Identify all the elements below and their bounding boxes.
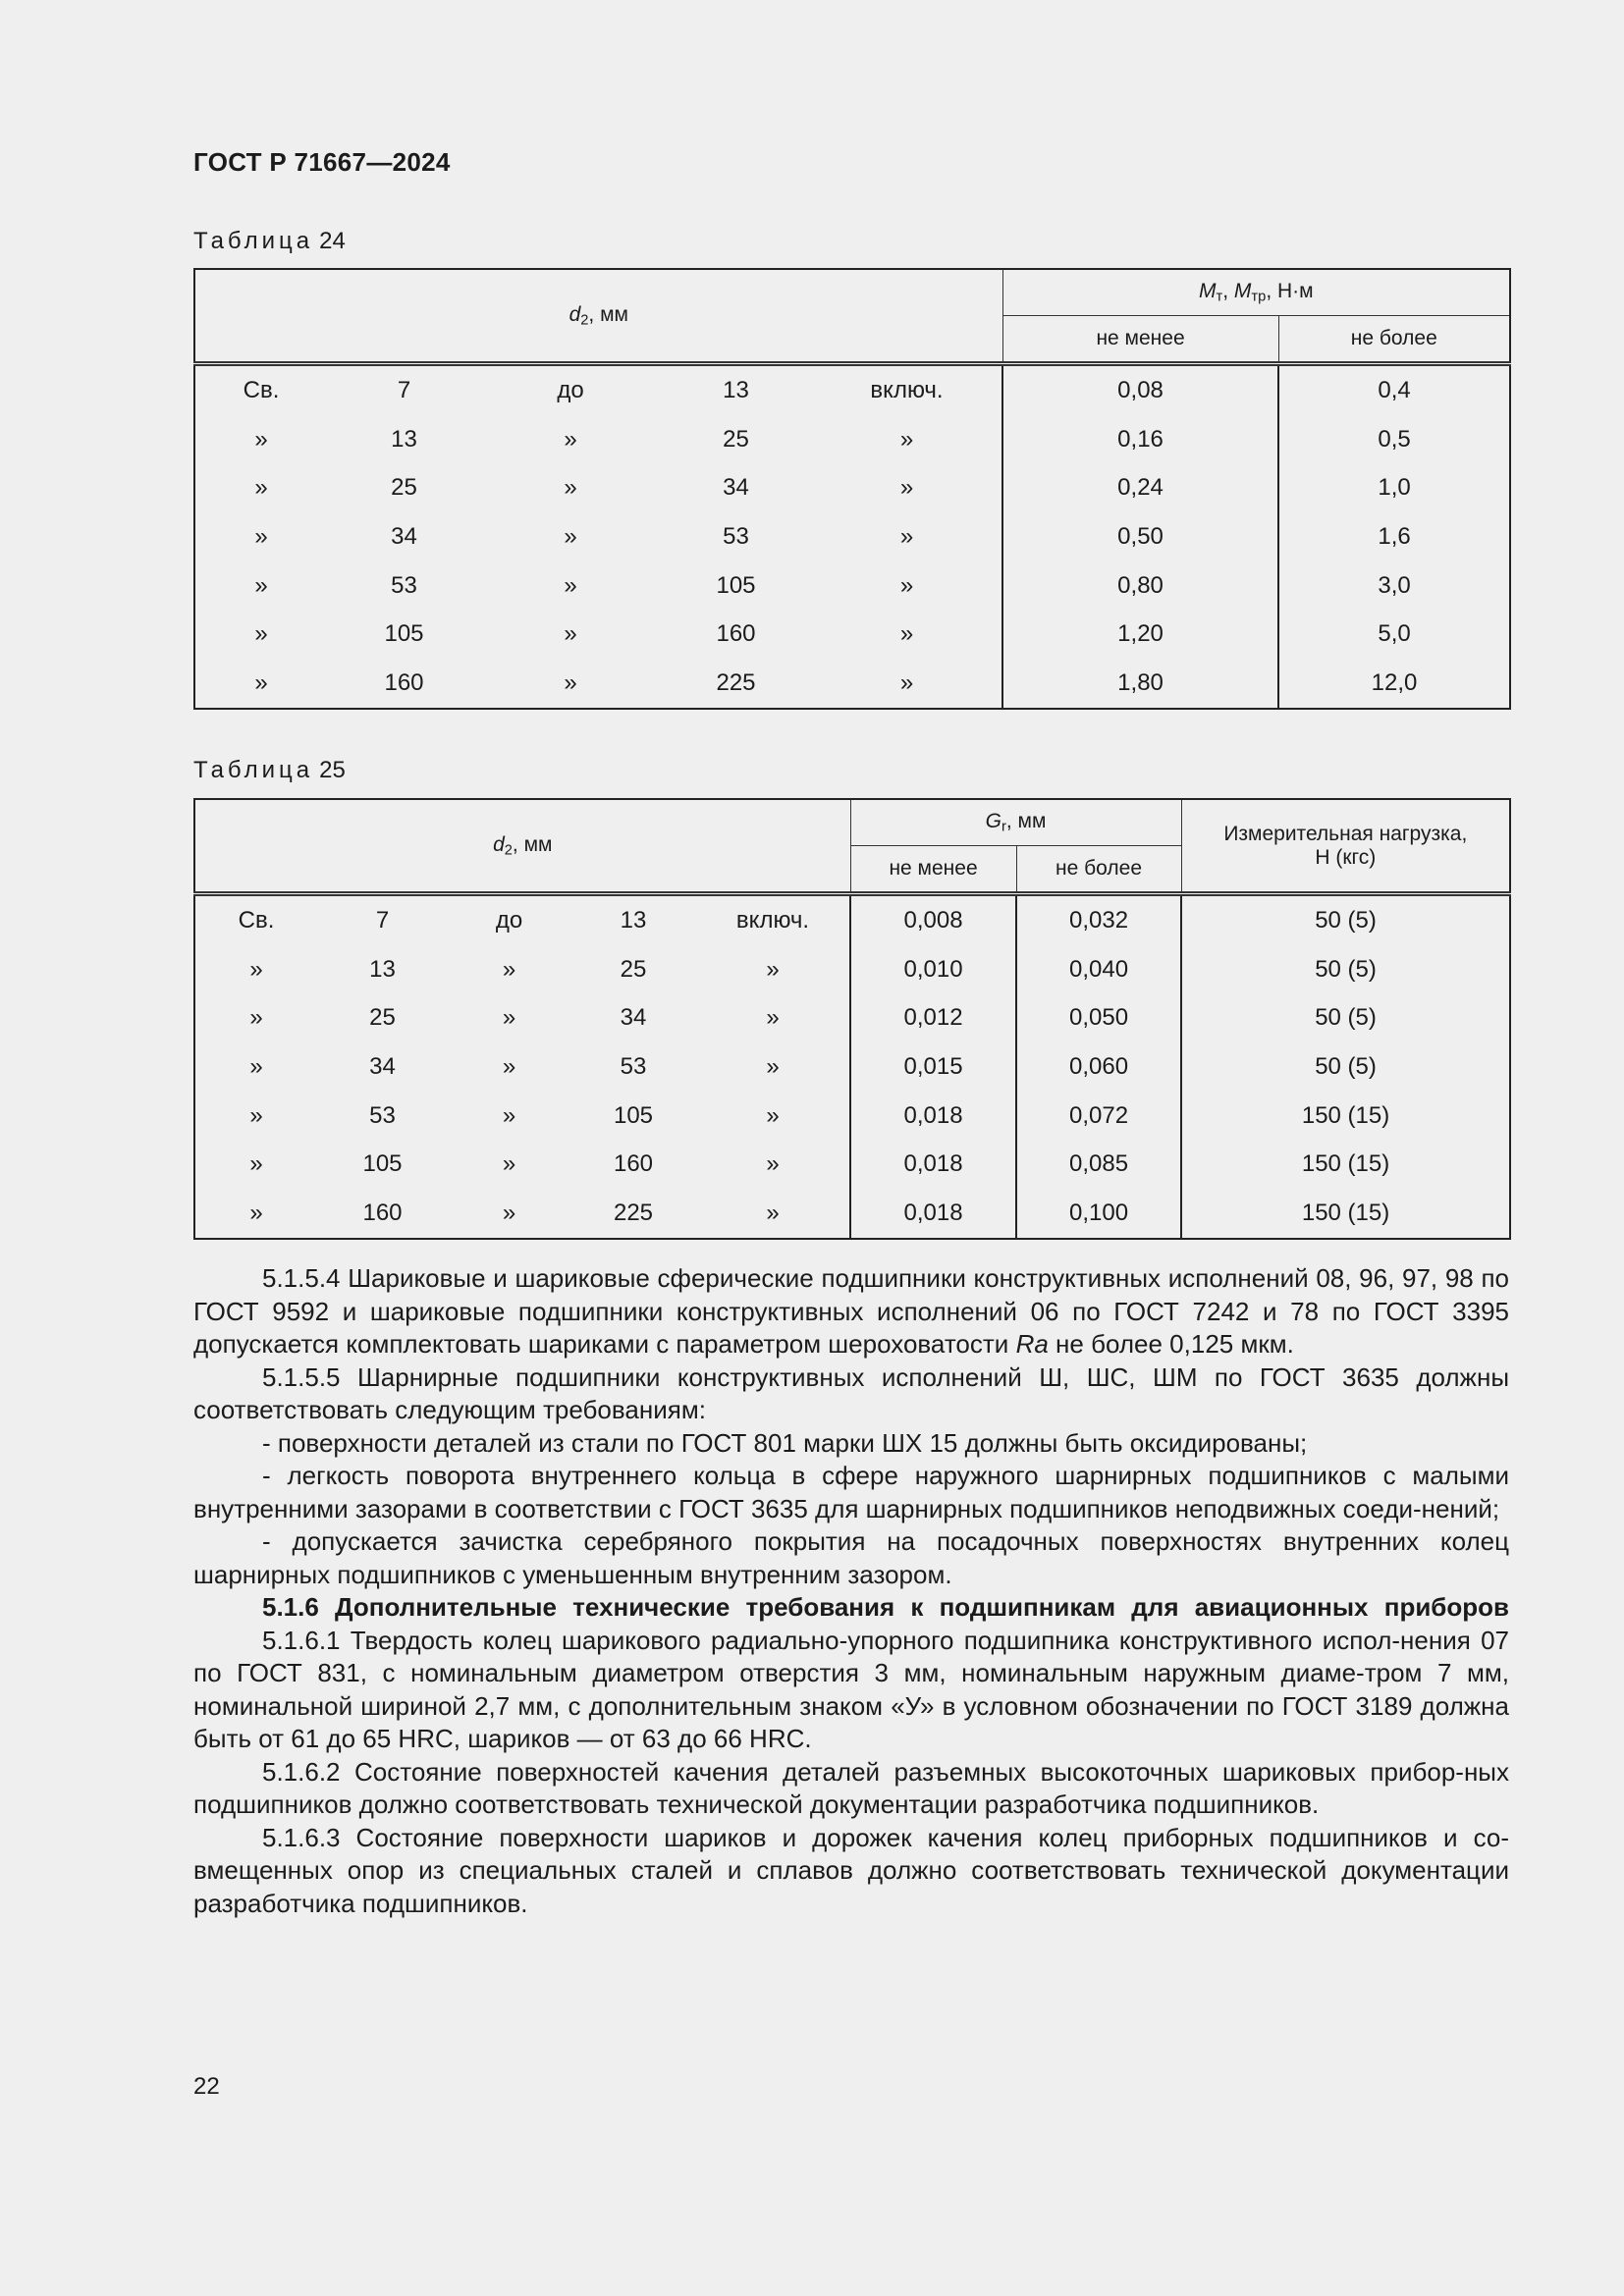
min-header: не менее — [1002, 316, 1278, 364]
standard-code: ГОСТ Р 71667—2024 — [193, 147, 451, 177]
header-text-part: , — [1222, 280, 1234, 303]
table-row — [194, 463, 1510, 512]
table-cell: 25 — [620, 955, 647, 983]
torque-header — [1002, 269, 1510, 316]
table-cell: 50 (5) — [1181, 993, 1510, 1042]
table-cell: » — [899, 571, 914, 599]
header-text-part: 2 — [504, 842, 513, 859]
header-text-part: M — [1199, 280, 1217, 303]
paragraph-5-1-5-4 — [193, 1262, 1509, 1362]
header-text-part: r — [1001, 819, 1006, 835]
table-cell: » — [502, 1150, 516, 1178]
table-24 — [193, 268, 1511, 710]
table-cell: 160 — [716, 620, 756, 648]
table-cell: 5,0 — [1278, 610, 1510, 659]
table-cell: 53 — [369, 1101, 396, 1129]
table-cell: 34 — [723, 474, 749, 502]
header-text-part: Н (кгс) — [1315, 845, 1377, 869]
body-text — [193, 1262, 1509, 1920]
table-cell: » — [766, 1199, 780, 1226]
table-cell: 105 — [362, 1150, 403, 1178]
table-cell: 25 — [391, 474, 417, 502]
table-cell: » — [564, 522, 577, 550]
table-cell: 225 — [716, 668, 756, 696]
table-row — [194, 364, 1510, 415]
table-cell: » — [502, 1199, 516, 1226]
table-cell: 0,040 — [1016, 945, 1181, 994]
paragraph-5-1-6-2: 5.1.6.2 Состояние поверхностей качения деталей разъемных высокоточных шариковых прибор-ных подшипников должно соответствовать технической документации разработчика подшипников. — [193, 1756, 1509, 1819]
d2-header — [194, 269, 1002, 364]
table-cell: 0,018 — [850, 1092, 1016, 1141]
table-cell: 13 — [391, 425, 417, 453]
table-cell: 150 (15) — [1181, 1140, 1510, 1189]
table-cell: » — [254, 474, 268, 502]
list-item: - допускается зачистка серебряного покрытия на посадочных поверхностях внутренних колец шарнирных подшипников с уменьшенным внутренним зазором. — [193, 1526, 1509, 1589]
table-cell: 0,018 — [850, 1140, 1016, 1189]
table-25-caption — [193, 757, 346, 784]
table-cell: » — [249, 1150, 263, 1178]
table-cell: » — [502, 1004, 516, 1032]
table-cell: 0,018 — [850, 1189, 1016, 1239]
table-cell: » — [249, 1101, 263, 1129]
table-cell: Св. — [194, 894, 317, 945]
table-cell: » — [249, 1199, 263, 1226]
table-cell: » — [899, 425, 914, 453]
max-header: не более — [1278, 316, 1510, 364]
table-24-caption — [193, 228, 346, 255]
table-cell: 0,4 — [1278, 364, 1510, 415]
table-cell: 53 — [391, 571, 417, 599]
table-cell: 7 — [317, 894, 448, 945]
table-row — [194, 415, 1510, 464]
table-cell: 0,015 — [850, 1042, 1016, 1092]
table-cell: 7 — [327, 364, 481, 415]
table-cell: » — [254, 522, 268, 550]
table-cell: 13 — [660, 364, 812, 415]
table-cell: 0,060 — [1016, 1042, 1181, 1092]
table-cell: 0,010 — [850, 945, 1016, 994]
section-heading-5-1-6: 5.1.6 Дополнительные технические требования к подшипникам для авиационных приборов — [262, 1592, 1509, 1622]
d2-header — [194, 799, 850, 894]
table-cell: 34 — [620, 1004, 647, 1032]
table-cell: 50 (5) — [1181, 1042, 1510, 1092]
table-caption-word: Таблица — [193, 228, 314, 254]
table-cell: » — [564, 668, 577, 696]
table-cell: 0,032 — [1016, 894, 1181, 945]
list-item: - легкость поворота внутреннего кольца в сфере наружного шарнирных подшипников с малыми внутренними зазорами в соответствии с ГОСТ 3635 для шарнирных подшипников неподвижных соеди-нений; — [193, 1461, 1509, 1523]
text-run: не более 0,125 мкм. — [1048, 1329, 1294, 1359]
table-cell: » — [254, 620, 268, 648]
table-cell: 1,0 — [1278, 463, 1510, 512]
table-cell: 0,072 — [1016, 1092, 1181, 1141]
table-row — [194, 610, 1510, 659]
header-text-part: , мм — [588, 302, 628, 326]
table-cell: 105 — [384, 620, 424, 648]
table-cell: » — [564, 571, 577, 599]
header-text-part: , мм — [1005, 810, 1047, 833]
table-row — [194, 1092, 1510, 1141]
table-cell: 160 — [613, 1150, 654, 1178]
table-cell: 105 — [716, 571, 756, 599]
table-cell: 0,050 — [1016, 993, 1181, 1042]
table-cell: 150 (15) — [1181, 1189, 1510, 1239]
table-cell: » — [766, 1150, 780, 1178]
table-cell: 150 (15) — [1181, 1092, 1510, 1141]
table-cell: » — [249, 1004, 263, 1032]
header-text-part: G — [985, 810, 1001, 833]
table-cell: 25 — [369, 1004, 396, 1032]
table-cell: » — [254, 571, 268, 599]
table-cell: 105 — [613, 1101, 654, 1129]
table-cell: » — [249, 955, 263, 983]
paragraph-5-1-6-3: 5.1.6.3 Состояние поверхности шариков и дорожек качения колец приборных подшипников и со-вмещенных опор из специальных сталей и сплавов должно соответствовать технической документации разработчика подшипников. — [193, 1822, 1509, 1918]
table-cell: » — [899, 620, 914, 648]
table-cell: 53 — [723, 522, 749, 550]
table-cell: 0,5 — [1278, 415, 1510, 464]
table-cell: » — [899, 668, 914, 696]
table-cell: » — [899, 474, 914, 502]
paragraph-5-1-6-1: 5.1.6.1 Твердость колец шарикового радиально-упорного подшипника конструктивного испол-нения 07 по ГОСТ 831, с номинальным диаметром отверстия 3 мм, номинальным наружным диаме-тром 7 мм, номинальной шириной 2,7 мм, с дополнительным знаком «У» в условном обозначении по ГОСТ 3189 должна быть от 61 до 65 HRC, шариков — от 63 до 66 HRC. — [193, 1625, 1509, 1753]
table-cell: » — [899, 522, 914, 550]
table-cell: 0,012 — [850, 993, 1016, 1042]
table-cell: Св. — [194, 364, 327, 415]
table-cell: 0,08 — [1002, 364, 1278, 415]
table-row — [194, 512, 1510, 561]
table-cell: » — [254, 425, 268, 453]
table-cell: 160 — [384, 668, 424, 696]
load-header — [1181, 799, 1510, 894]
table-cell: » — [766, 1101, 780, 1129]
table-cell: включ. — [812, 364, 1002, 415]
table-cell: 1,6 — [1278, 512, 1510, 561]
table-cell: » — [249, 1052, 263, 1080]
header-text-part: M — [1233, 280, 1252, 303]
table-cell: 0,80 — [1002, 561, 1278, 611]
table-row — [194, 561, 1510, 611]
table-cell: 0,008 — [850, 894, 1016, 945]
table-cell: до — [481, 364, 660, 415]
table-cell: » — [564, 474, 577, 502]
table-cell: 1,20 — [1002, 610, 1278, 659]
header-text-part: 2 — [580, 312, 589, 329]
table-row — [194, 894, 1510, 945]
table-cell: 0,16 — [1002, 415, 1278, 464]
table-cell: до — [448, 894, 570, 945]
table-cell: включ. — [696, 894, 850, 945]
table-cell: 160 — [362, 1199, 403, 1226]
header-text-part: d — [493, 832, 505, 856]
header-text-part: Измерительная нагрузка, — [1223, 822, 1468, 845]
table-caption-number: 24 — [319, 228, 346, 254]
table-cell: 34 — [369, 1052, 396, 1080]
paragraph-5-1-5-5: 5.1.5.5 Шарнирные подшипники конструктивных исполнений Ш, ШС, ШМ по ГОСТ 3635 должны соответствовать следующим требованиям: — [193, 1362, 1509, 1424]
page-number: 22 — [193, 2073, 220, 2100]
table-cell: 50 (5) — [1181, 945, 1510, 994]
table-cell: 1,80 — [1002, 659, 1278, 709]
table-caption-word: Таблица — [193, 757, 314, 783]
header-text-part: , Н·м — [1266, 280, 1314, 303]
table-cell: 53 — [620, 1052, 647, 1080]
table-cell: 0,50 — [1002, 512, 1278, 561]
table-cell: » — [254, 668, 268, 696]
header-text-part: тр — [1251, 289, 1267, 305]
table-cell: 12,0 — [1278, 659, 1510, 709]
table-cell: 13 — [570, 894, 696, 945]
table-cell: » — [766, 1004, 780, 1032]
header-text-part: , мм — [512, 832, 553, 856]
header-text-part: т — [1216, 289, 1223, 305]
table-cell: 0,085 — [1016, 1140, 1181, 1189]
table-row — [194, 1042, 1510, 1092]
table-cell: 0,24 — [1002, 463, 1278, 512]
header-text-part: d — [568, 302, 581, 326]
table-row — [194, 945, 1510, 994]
table-cell: » — [502, 955, 516, 983]
table-cell: 225 — [613, 1199, 654, 1226]
table-row — [194, 1189, 1510, 1239]
table-cell: » — [502, 1101, 516, 1129]
list-item: - поверхности деталей из стали по ГОСТ 801 марки ШХ 15 должны быть оксидированы; — [262, 1427, 1308, 1458]
table-cell: 0,100 — [1016, 1189, 1181, 1239]
table-cell: » — [502, 1052, 516, 1080]
text-run: Ra — [1015, 1329, 1049, 1359]
table-cell: » — [766, 955, 780, 983]
table-row — [194, 993, 1510, 1042]
min-header: не менее — [850, 846, 1016, 894]
table-cell: 34 — [391, 522, 417, 550]
table-cell: » — [564, 620, 577, 648]
table-caption-number: 25 — [319, 757, 346, 783]
table-row — [194, 1140, 1510, 1189]
max-header: не более — [1016, 846, 1181, 894]
table-25 — [193, 798, 1511, 1240]
table-cell: » — [766, 1052, 780, 1080]
table-cell: 50 (5) — [1181, 894, 1510, 945]
table-row — [194, 659, 1510, 709]
gr-header — [850, 799, 1181, 846]
table-cell: 3,0 — [1278, 561, 1510, 611]
table-cell: » — [564, 425, 577, 453]
table-cell: 13 — [369, 955, 396, 983]
text-run: 5.1.5.4 Шариковые и шариковые сферические подшипники конструктивных исполнений 08, 96, 97, 98 по ГОСТ 9592 и шариковые подшипники конструктивных исполнений 06 по ГОСТ 7242 и 78 по ГОСТ 3395 допускается комплектовать шариками с параметром шероховатости — [193, 1263, 1509, 1359]
table-cell: 25 — [723, 425, 749, 453]
